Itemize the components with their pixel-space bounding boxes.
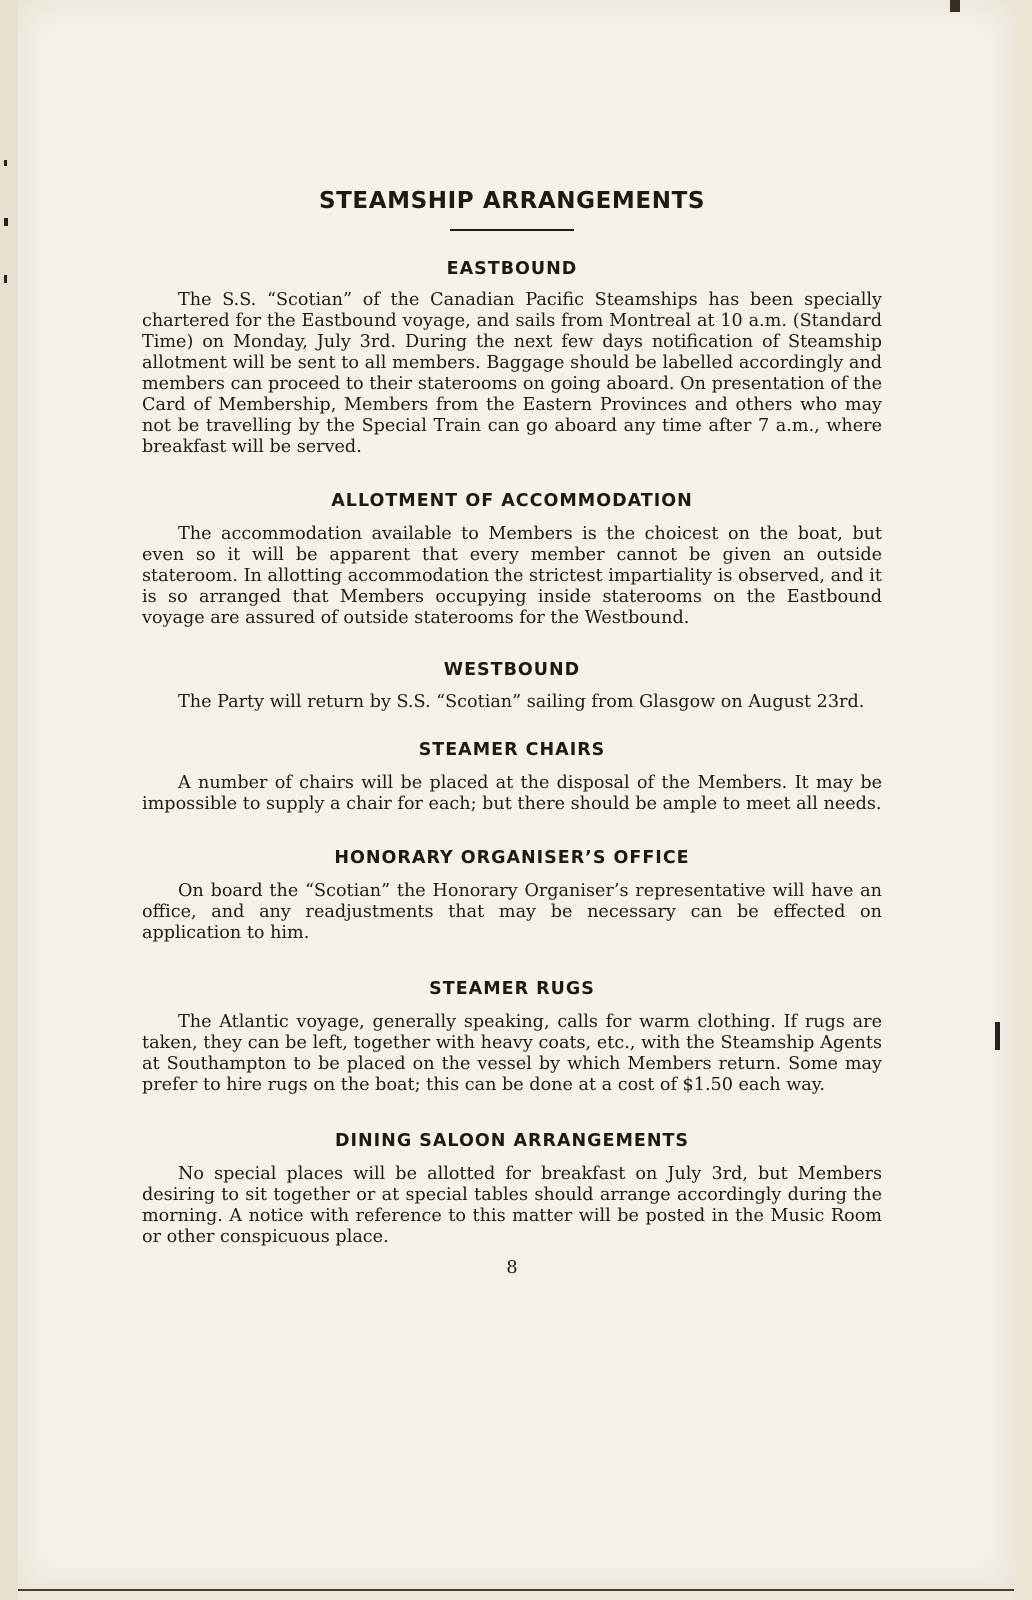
section-steamer-rugs bbox=[142, 976, 882, 1096]
section-heading: DINING SALOON ARRANGEMENTS bbox=[334, 1131, 690, 1151]
section-text: The S.S. “Scotian” of the Canadian Pacific Steamships has been specially chartered for the Eastbound voyage, and sails from Montreal at 10 a.m. (Standard Time) on Monday, July 3rd. During the next few days notification of Steamship allotment will be sent to all members. Baggage should be labelled accordingly and members can proceed to their staterooms on going aboard. On presentation of the Card of Membership, Members from the Eastern Provinces and others who may not be travelling by the Special Train can go aboard any time after 7 a.m., where breakfast will be served. bbox=[142, 290, 882, 457]
section-eastbound bbox=[142, 256, 882, 458]
section-text: The Atlantic voyage, generally speaking, calls for warm clothing. If rugs are taken, they can be left, together with heavy coats, etc., with the Steamship Agents at Southampton to be placed on the vessel by which Members return. Some may prefer to hire rugs on the boat; this can be done at a cost of $1.50 each way. bbox=[142, 1012, 882, 1095]
section-heading: ALLOTMENT OF ACCOMMODATION bbox=[331, 491, 693, 511]
page-number: 8 bbox=[506, 1257, 518, 1278]
section-heading: HONORARY ORGANISER’S OFFICE bbox=[334, 848, 690, 868]
section-text: A number of chairs will be placed at the disposal of the Members. It may be impossible to supply a chair for each; but there should be ample to meet all needs. bbox=[142, 773, 882, 814]
section-heading: STEAMER RUGS bbox=[429, 979, 595, 999]
title-underline bbox=[450, 229, 574, 231]
page-title: STEAMSHIP ARRANGEMENTS bbox=[318, 188, 706, 214]
margin-mark bbox=[995, 1022, 1000, 1050]
margin-mark bbox=[4, 275, 7, 283]
section-allotment bbox=[142, 488, 882, 629]
section-text: The accommodation available to Members is the choicest on the boat, but even so it will be apparent that every member cannot be given an outside stateroom. In allotting accommodation the strictest impartiality is observed, and it is so arranged that Members occupying inside staterooms on the Eastbound voyage are assured of outside staterooms for the Westbound. bbox=[142, 524, 882, 628]
section-westbound bbox=[142, 657, 882, 713]
section-dining-saloon bbox=[142, 1128, 882, 1248]
section-text: The Party will return by S.S. “Scotian” sailing from Glasgow on August 23rd. bbox=[178, 692, 865, 712]
section-heading: EASTBOUND bbox=[446, 259, 578, 279]
page-bottom-edge bbox=[18, 1589, 1014, 1591]
section-steamer-chairs bbox=[142, 737, 882, 815]
section-organiser-office bbox=[142, 845, 882, 944]
section-heading: WESTBOUND bbox=[443, 660, 581, 680]
page-edge-left bbox=[0, 0, 18, 1600]
page-edge-right bbox=[1014, 0, 1032, 1600]
section-text: On board the “Scotian” the Honorary Organiser’s representative will have an office, and any readjustments that may be necessary can be effected on application to him. bbox=[142, 881, 882, 943]
section-heading: STEAMER CHAIRS bbox=[418, 740, 606, 760]
margin-mark bbox=[4, 218, 8, 226]
document-content bbox=[142, 183, 882, 1280]
section-text: No special places will be allotted for breakfast on July 3rd, but Members desiring to sit together or at special tables should arrange accordingly during the morning. A notice with reference to this matter will be posted in the Music Room or other conspicuous place. bbox=[142, 1164, 882, 1247]
margin-mark bbox=[4, 160, 7, 166]
margin-mark bbox=[950, 0, 960, 12]
